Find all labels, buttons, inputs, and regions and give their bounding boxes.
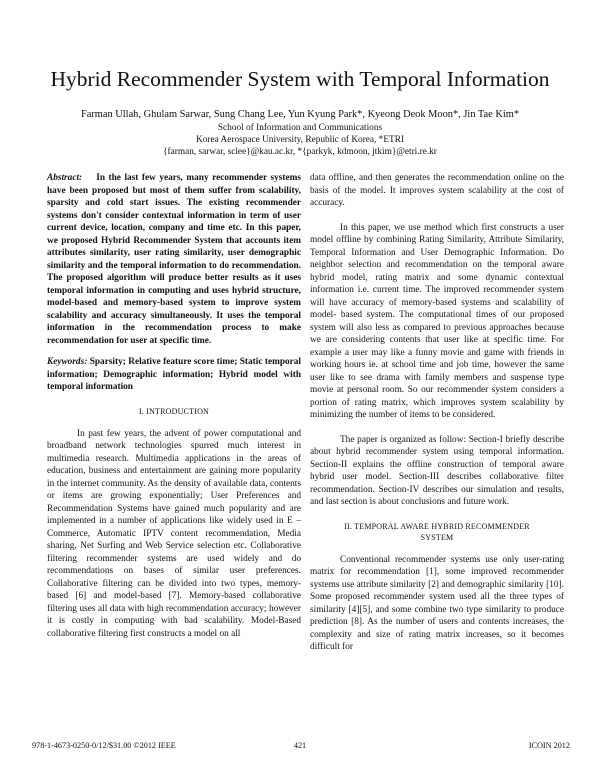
left-column — [47, 172, 301, 640]
right-column — [310, 172, 564, 654]
footer-conference: ICOIN 2012 — [528, 741, 570, 750]
paper-title: Hybrid Recommender System with Temporal Information — [50, 67, 550, 91]
keywords-text: Sparsity; Relative feature score time; Static temporal information; Demographic information; Hybrid model with temporal information — [47, 357, 301, 392]
section-heading-temporal-aware — [310, 521, 564, 543]
affiliation-university: Korea Aerospace University, Republic of Korea, *ETRI — [196, 135, 404, 145]
keywords — [47, 356, 301, 394]
keywords-label: Keywords: — [47, 357, 88, 367]
footer-page-number: 421 — [293, 741, 307, 750]
affiliation-block — [0, 122, 600, 158]
author-list: Farman Ullah, Ghulam Sarwar, Sung Chang Lee, Yun Kyung Park*, Kyeong Deok Moon*, Jin Tae Kim* — [80, 109, 520, 120]
abstract — [47, 172, 301, 347]
section2-paragraph-1: Conventional recommender systems use only user-rating matrix for recommendation [1], some improved recommender systems use attribute similarity [2] and demographic similarity [10]. Some proposed recommender system used all the three types of similarity [4][5], and some combine two type similarity to produce prediction [8]. As the number of users and contents increases, the complexity and size of rating matrix increases, so it becomes difficult for — [310, 554, 564, 652]
abstract-text: In the last few years, many recommender systems have been proposed but most of them suffer from scalability, sparsity and cold start issues. The existing recommender systems don't consider contextual information in term of user current device, location, company and time etc. In this paper, we proposed Hybrid Recommender System that accounts item attributes similarity, user rating similarity, user demographic similarity and the temporal information to do recommendation. The proposed algorithm will produce better results as it uses temporal information in computing and uses hybrid structure, model-based and memory-based system to improve system scalability and accuracy simultaneously. It uses the temporal information in the recommendation process to make recommendation for user at specific time. — [47, 173, 302, 346]
abstract-label: Abstract: — [47, 173, 83, 183]
affiliation-school: School of Information and Communications — [217, 123, 383, 133]
footer-copyright: 978-1-4673-0250-0/12/$31.00 ©2012 IEEE — [32, 741, 176, 750]
section-heading-line-2: SYSTEM — [420, 532, 454, 542]
intro-paragraph-3: The paper is organized as follow: Section-I briefly describe about hybrid recommender system using temporal information. Section-II explains the offline construction of temporal aware hybrid user model. Section-III describes collaborative filter recommendation. Section-IV describes our simulation and results, and last section is about conclusions and future work. — [310, 434, 564, 507]
intro-paragraph-2: In this paper, we use method which first constructs a user model offline by combining Rating Similarity, Attribute Similarity, Temporal Information and User Demographic Information. Do neighbor selection and recommendation on the temporal aware hybrid model, rating matrix and some dynamic contextual information i.e. current time. The improved recommender system will have accuracy of memory-based systems and scalability of model- based system. The computational times of our proposed system will also less as compared to previous approaches because we are considering contents that user like at specific time. For example a user may like a funny movie and game with friends in working hours ie. at school time and job time, however the same user like to see drama with family members and suspense type movie at personal room. So our recommender system considers a portion of rating matrix, which improves system scalability by minimizing the number of items to be considered. — [310, 222, 564, 420]
section-heading-introduction: I. INTRODUCTION — [138, 406, 210, 416]
affiliation-emails: {farman, sarwar, sclee}@kau.ac.kr, *{parkyk, kdmoon, jtkim}@etri.re.kr — [163, 147, 437, 157]
section-heading-line-1: II. TEMPORAL AWARE HYBRID RECOMMENDER — [344, 521, 530, 531]
intro-paragraph-1: In past few years, the advent of power computational and broadband network technologies spurred much interest in multimedia research. Multimedia applications in the areas of education, business and entertainment are gaining more popularity in the internet community. As the density of available data, contents or items are growing exponentially; User Preferences and Recommendation Systems have gained much popularity and are implemented in a number of applications like widely used in E – Commerce, Automatic IPTV content recommendation, Media sharing, Net Surfing and Web Service selection etc. Collaborative filtering recommender systems are used widely and do recommendations on bases of similar user preferences. Collaborative filtering can be divided into two types, memory-based [6] and model-based [7]. Memory-based collaborative filtering uses all data with high recommendation accuracy; however it is costly in computing with bad scalability. Model-Based collaborative filtering first constructs a model on all — [47, 428, 301, 639]
intro-paragraph-1-continued: data offline, and then generates the recommendation online on the basis of the model. It improves system scalability at the cost of accuracy. — [310, 173, 564, 208]
